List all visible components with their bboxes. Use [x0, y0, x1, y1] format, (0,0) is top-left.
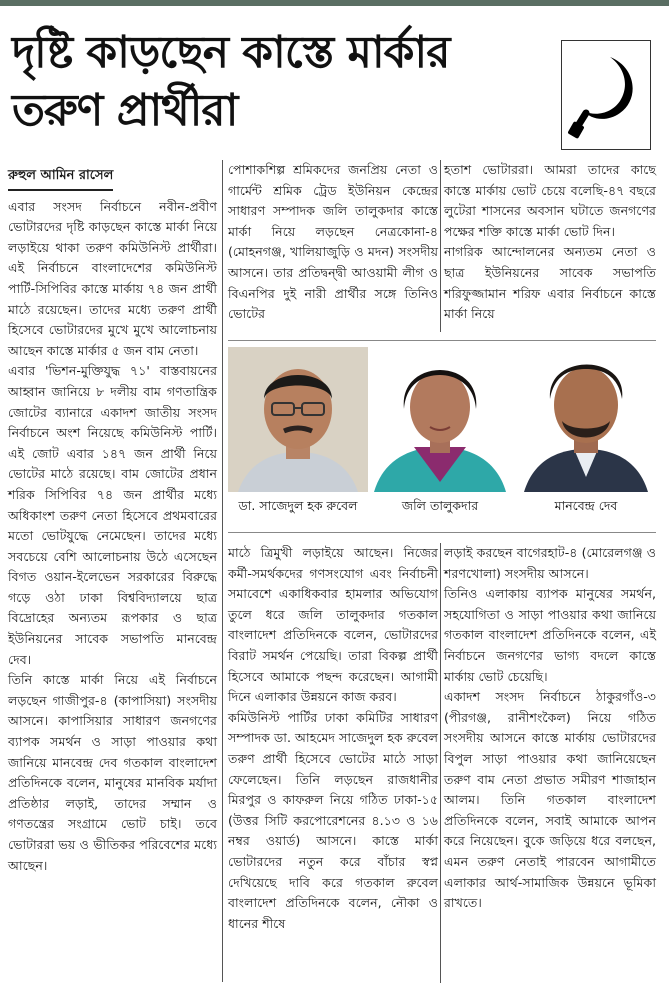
photo-jolly-talukder	[374, 347, 506, 492]
photo-caption: মানবেন্দ্র দেব	[554, 498, 618, 513]
article-column-2-top	[228, 160, 438, 325]
portrait-woman	[374, 347, 506, 492]
paragraph: পোশাকশিল্প শ্রমিকদের জনপ্রিয় নেতা ও গার্মেন্ট শ্রমিক ট্রেড ইউনিয়ন কেন্দ্রের সাধারণ সম্পাদক জলি তালুকদার কাস্তে মার্কা নিয়ে লড়ছেন নেত্রকোনা-৪ (মোহনগঞ্জ, খালিয়াজুড়ি ও মদন) সংসদীয় আসনে। তার প্রতিদ্বন্দ্বী আওয়ামী লীগ ও বিএনপির দুই নারী প্রার্থীর সঙ্গে তিনিও ভোটের	[228, 162, 438, 322]
article-column-3-top	[444, 160, 656, 325]
portrait-man-glasses	[228, 347, 368, 492]
photo-manabendra-deb	[516, 347, 656, 492]
photo-top-rule	[228, 340, 656, 341]
paragraph: তিনি কাস্তে মার্কা নিয়ে এই নির্বাচনে লড়ছেন গাজীপুর-৪ (কাপাসিয়া) সংসদীয় আসনে। কাপাসিয়ার সাধারণ জনগণের ব্যাপক সমর্থন ও সাড়া পাওয়ার কথা জানিয়ে মানবেন্দ্র দেব গতকাল বাংলাদেশ প্রতিদিনকে বলেন, মানুষের মানবিক মর্যাদা প্রতিষ্ঠার লড়াই, তাদের সম্মান ও গণতন্ত্রের সংগ্রামে ভোট চাই। তবে ভোটাররা ভয় ও ভীতিকর পরিবেশের মধ্যে আছেন।	[8, 672, 217, 873]
headline-line-2: তরুণ প্রার্থীরা	[12, 85, 238, 136]
paragraph: কমিউনিস্ট পার্টির ঢাকা কমিটির সাধারণ সম্পাদক ডা. আহমেদ সাজেদুল হক রুবেল তরুণ প্রার্থী হিসেবে ভোটের মাঠে সাড়া ফেলেছেন। তিনি লড়ছেন রাজধানীর মিরপুর ও কাফরুল নিয়ে গঠিত ঢাকা-১৫ (উত্তর সিটি করপোরেশনের ৪.১৩ ও ১৬ নম্বর ওয়ার্ড) আসনে। কাস্তে মার্কা ভোটারদের নতুন করে বাঁচার স্বপ্ন দেখিয়েছে দাবি করে গতকাল রুবেল বাংলাদেশ প্রতিদিনকে বলেন, নৌকা ও ধানের শীষে	[228, 709, 438, 931]
column-divider	[440, 543, 441, 983]
article-column-1	[8, 165, 217, 876]
paragraph: মাঠে ত্রিমুখী লড়াইয়ে আছেন। নিজের কর্মী-সমর্থকদের গণসংযোগ এবং নির্বাচনী সমাবেশে একাধিকবার হামলার অভিযোগ তুলে ধরে জলি তালুকদার গতকাল বাংলাদেশ প্রতিদিনকে বলেন, ভোটারদের বিরাট সমর্থন পেয়েছি। তারা বিকল্প প্রার্থী হিসেবে আমাকে পছন্দ করেছেন। আগামী দিনে এলাকার উন্নয়নে কাজ করব।	[228, 545, 438, 705]
portrait-man-beard	[516, 347, 656, 492]
paragraph: এবার সংসদ নির্বাচনে নবীন-প্রবীণ ভোটারদের দৃষ্টি কাড়ছেন কাস্তে মার্কা নিয়ে লড়াইয়ে থাকা তরুণ কমিউনিস্ট প্রার্থীরা। এই নির্বাচনে বাংলাদেশের কমিউনিস্ট পার্টি-সিপিবির কাস্তে মার্কায় ৭৪ জন প্রার্থী মাঠে রয়েছেন। তাদের মধ্যে তরুণ প্রার্থী হিসেবে ভোটারদের মুখে মুখে আলোচনায় আছেন কাস্তে মার্কার ৫ জন বাম নেতা।	[8, 198, 217, 358]
column-divider	[440, 160, 441, 332]
article-column-2-bottom	[228, 543, 438, 934]
sickle-icon	[566, 47, 646, 143]
photo-bottom-rule	[228, 532, 656, 533]
headline-line-1: দৃষ্টি কাড়ছেন কাস্তে মার্কার	[12, 27, 450, 78]
article-column-3-bottom	[444, 543, 656, 914]
paragraph: লড়াই করছেন বাগেরহাট-৪ (মোরেলগঞ্জ ও শরণখোলা) সংসদীয় আসনে।	[444, 545, 656, 581]
photo-caption: ডা. সাজেদুল হক রুবেল	[238, 498, 358, 513]
headline	[12, 24, 542, 140]
paragraph: এবার 'ভিশন-মুক্তিযুদ্ধ ৭১' বাস্তবায়নের আহ্বান জানিয়ে ৮ দলীয় বাম গণতান্ত্রিক জোটের ব্যানারে একাদশ জাতীয় সংসদ নির্বাচনে অংশ নিয়েছে কমিউনিস্ট পার্টি। এই জোট এবার ১৪৭ জন প্রার্থী নিয়ে ভোটের মাঠে রয়েছে। বাম জোটের প্রধান শরিক সিপিবির ৭৪ জন প্রার্থীর মধ্যে অধিকাংশ তরুণ নেতা হিসেবে প্রথমবারের মতো ভোটযুদ্ধে নেমেছেন। তাদের মধ্যে সবচেয়ে বেশি আলোচনায় উঠে এসেছেন বিগত ওয়ান-ইলেভেন সরকারের বিরুদ্ধে গড়ে ওঠা ঢাকা বিশ্ববিদ্যালয়ে ছাত্র বিদ্রোহের অন্যতম রূপকার ও ছাত্র ইউনিয়নের সাবেক সভাপতি মানবেন্দ্র দেব।	[8, 363, 217, 667]
paragraph: নাগরিক আন্দোলনের অন্যতম নেতা ও ছাত্র ইউনিয়নের সাবেক সভাপতি শরিফুজ্জামান শরিফ এবার নির্বাচনে কাস্তে মার্কা নিয়ে	[444, 244, 656, 322]
photo-caption: জলি তালুকদার	[401, 498, 479, 513]
election-symbol-box	[561, 40, 651, 150]
paragraph: একাদশ সংসদ নির্বাচনে ঠাকুরগাঁও-৩ (পীরগঞ্জ, রানীশংকৈল) নিয়ে গঠিত সংসদীয় আসনে কাস্তে মার্কায় ভোটারদের বিপুল সাড়া পাওয়ার কথা জানিয়েছেন তরুণ বাম নেতা প্রভাত সমীরণ শাজাহান আলম। তিনি গতকাল বাংলাদেশ প্রতিদিনকে বলেন, সবাই আমাকে আপন করে নিয়েছেন। বুকে জড়িয়ে ধরে বলছেন, এমন তরুণ নেতাই পারবেন আগামীতে এলাকার আর্থ-সামাজিক উন্নয়নে ভূমিকা রাখতে।	[444, 689, 656, 911]
photo-sajedul-haque-rubel	[228, 347, 368, 492]
byline: রুহুল আমিন রাসেল	[8, 166, 113, 191]
paragraph: হতাশ ভোটাররা। আমরা তাদের কাছে কাস্তে মার্কায় ভোট চেয়ে বলেছি-৪৭ বছরে লুটেরা শাসনের অবসান ঘটাতে জনগণের পক্ষের শক্তি কাস্তে মার্কা ভোট দিন।	[444, 162, 656, 239]
paragraph: তিনিও এলাকায় ব্যাপক মানুষের সমর্থন, সহযোগিতা ও সাড়া পাওয়ার কথা জানিয়ে গতকাল বাংলাদেশ প্রতিদিনকে বলেন, এই নির্বাচনে জনগণের ভাগ্য বদলে কাস্তে মার্কায় ভোট চেয়েছি।	[444, 586, 656, 684]
top-color-bar	[0, 0, 669, 6]
column-divider	[222, 160, 223, 982]
